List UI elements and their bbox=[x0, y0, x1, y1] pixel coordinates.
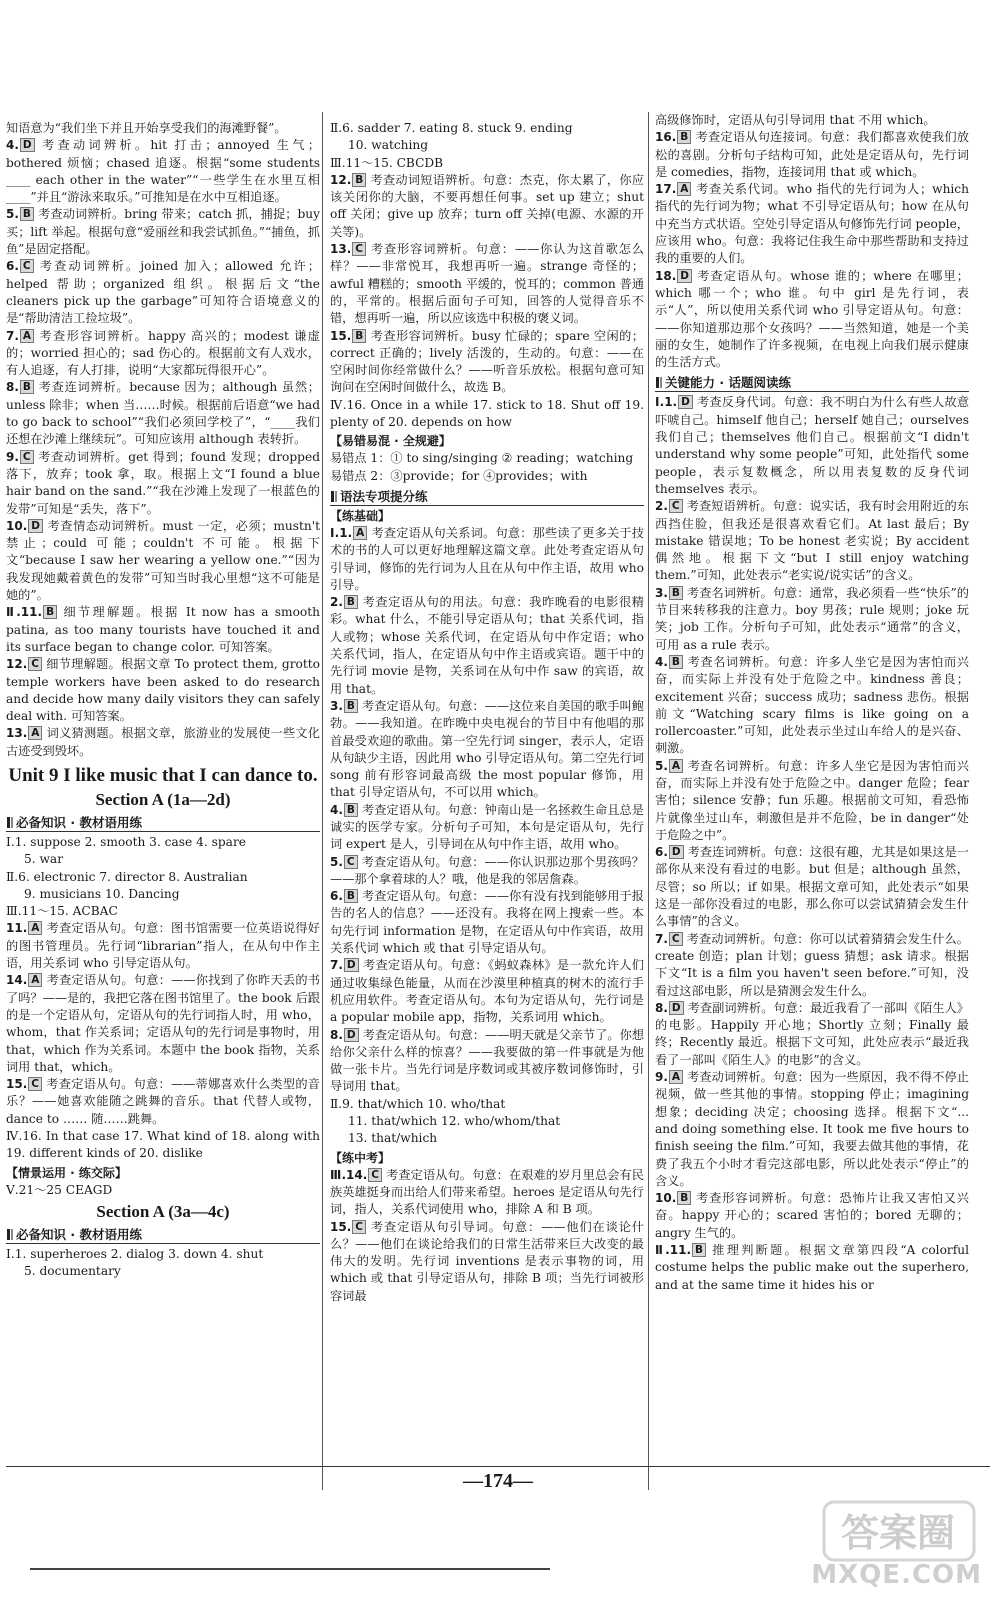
explanation-text: 考查定语从句关系词。句意：那些读了更多关于技术的书的人可以更好地理解这篇文章。此处考查定语从句引导词，修饰的先行词为人且在从句中作主语，故用 who 引导。 bbox=[330, 525, 644, 592]
explanation-text: 考查形容词辨析。busy 忙碌的；spare 空闲的；correct 正确的；lively 活泼的，生动的。句意：——在空闲时间你经常做什么？——听音乐放松。根据句意可知询问在空闲时间做什么，故选 B。 bbox=[330, 328, 644, 395]
bracket-heading: 【练中考】 bbox=[330, 1150, 391, 1165]
answer-item bbox=[330, 172, 644, 241]
question-number: 4. bbox=[6, 138, 19, 153]
footer-rule bbox=[6, 1466, 990, 1467]
question-number: Ⅰ.1. bbox=[330, 525, 353, 540]
question-number: 4. bbox=[655, 654, 668, 669]
answer-item bbox=[330, 328, 644, 397]
answer-item bbox=[330, 1219, 644, 1305]
answer-letter-badge: B bbox=[344, 889, 358, 903]
question-number: 8. bbox=[655, 1000, 668, 1015]
answer-line: Ⅰ.1. suppose 2. smooth 3. case 4. spare bbox=[6, 834, 246, 849]
question-number: 4. bbox=[330, 802, 343, 817]
question-number: 3. bbox=[655, 585, 668, 600]
answer-letter-badge: C bbox=[344, 855, 358, 869]
answer-line: 易错点 1：① to sing/singing ② reading；watching bbox=[330, 451, 634, 466]
answer-line: Ⅱ.6. sadder 7. eating 8. stuck 9. ending bbox=[330, 121, 573, 135]
explanation-text: 考查形容词辨析。句意：——你认为这首歌怎么样？——非常悦耳，我想再听一遍。strange 奇怪的；awful 糟糕的；smooth 平缓的，悦耳的；common 普通的，平常的。根据后面句子可知，回答的人觉得音乐不错，想再听一遍，所以应该选中积极的褒义词。 bbox=[330, 242, 644, 326]
scan-top-edge bbox=[0, 0, 996, 112]
answer-item bbox=[655, 1000, 969, 1069]
answer-letter-badge: C bbox=[669, 932, 683, 946]
explanation-text: 细节理解题。根据文章 To protect them, grotto temple workers have been asked to do research and decide how many daily visitors they can safely deal with. 可知答案。 bbox=[6, 657, 320, 724]
answer-column-1 bbox=[6, 120, 320, 1490]
answer-letter-badge: A bbox=[28, 726, 42, 740]
question-number: 10. bbox=[6, 518, 28, 533]
question-number: 12. bbox=[6, 657, 28, 672]
question-number: Ⅱ.11. bbox=[655, 1243, 691, 1257]
answer-item bbox=[330, 888, 644, 957]
answer-item bbox=[6, 379, 320, 448]
question-number: 5. bbox=[655, 758, 668, 773]
question-number: 5. bbox=[6, 207, 19, 222]
answer-letter-badge: C bbox=[28, 1077, 42, 1091]
answer-line: Ⅰ.1. superheroes 2. dialog 3. down 4. shut bbox=[6, 1246, 264, 1261]
answer-item bbox=[655, 394, 969, 498]
answer-letter-badge: B bbox=[692, 1243, 706, 1257]
answer-letter-badge: D bbox=[344, 1028, 359, 1042]
explanation-text: 考查定语从句。句意：《蚂蚁森林》是一款允许人们通过收集绿色能量，从而在沙漠里种植真的树木的流行手机应用软件。考查定语从句。本句为定语从句，先行词是 a popular mobile app，指物，关系词用 which。 bbox=[330, 958, 644, 1025]
question-number: 9. bbox=[655, 1070, 668, 1085]
answer-item bbox=[330, 957, 644, 1026]
answer-item bbox=[655, 1242, 969, 1294]
answer-line: Ⅳ.16. Once in a while 17. stick to 18. Shut off 19. plenty of 20. depends on how bbox=[330, 397, 644, 430]
explanation-text: 考查动词辨析。get 得到；found 发现；dropped 落下，放弃；took 拿，取。根据上文“I found a blue hair band on the sand.”“我在沙滩上发现了一根蓝色的发带”可知是“丢失，落下”。 bbox=[6, 449, 320, 516]
answer-item bbox=[6, 137, 320, 206]
answer-letter-badge: D bbox=[28, 519, 43, 533]
answer-item bbox=[330, 1027, 644, 1096]
answer-letter-badge: A bbox=[669, 759, 683, 773]
bracket-heading: 【练基础】 bbox=[330, 508, 391, 523]
watermark-top-text: 答案圈 bbox=[840, 1511, 956, 1555]
answer-letter-badge: A bbox=[677, 182, 691, 196]
answer-letter-badge: A bbox=[669, 1070, 683, 1084]
question-number: 6. bbox=[655, 845, 668, 860]
answer-item bbox=[330, 594, 644, 698]
answer-line-indented: 9. musicians 10. Dancing bbox=[24, 886, 180, 901]
answer-letter-badge: B bbox=[43, 605, 57, 619]
answer-item bbox=[655, 498, 969, 584]
explanation-text: 词义猜测题。根据文章，旅游业的发展使一些文化古迹受到毁坏。 bbox=[6, 726, 320, 758]
explanation-text: 考查形容词辨析。句意：恐怖片让我又害怕又兴奋。happy 开心的；scared 害怕的；bored 无聊的；angry 生气的。 bbox=[655, 1191, 969, 1240]
explanation-text: 考查定语从句的用法。句意：我昨晚看的电影很精彩。what 什么，不能引导定语从句；that 关系代词，指人或物；whose 关系代词，在定语从句中作定语；who 关系代词，指人，在定语从句中作主语或宾语。题干中的先行词 movie 是物，关系词在从句中作 saw 的宾语，故用 that。 bbox=[330, 595, 644, 696]
explanation-text: 考查名词辨析。句意：许多人坐它是因为害怕而兴奋，而实际上并没有处于危险之中。danger 危险；fear 害怕；silence 安静；fun 乐趣。根据前文可知，看恐怖片就像坐过山车，刺激但是并不危险，be in danger“处于危险之中”。 bbox=[655, 758, 969, 842]
question-number: 9. bbox=[6, 449, 19, 464]
question-number: 13. bbox=[330, 242, 352, 257]
answer-item bbox=[6, 604, 320, 656]
answer-item bbox=[655, 1069, 969, 1190]
answer-letter-badge: D bbox=[669, 845, 684, 859]
question-number: 17. bbox=[655, 182, 677, 197]
answer-letter-badge: B bbox=[677, 130, 691, 144]
explanation-text: 考查定语从句引导词。句意：——他们在谈论什么？——他们在谈论给我们的日常生活带来巨大改变的最伟大的发明。先行词 inventions 是表示事物的词，用 which 或 that 引导定语从句，排除 B 项；当先行词被形容词最 bbox=[330, 1219, 644, 1303]
question-number: 7. bbox=[330, 958, 343, 973]
answer-line-indented: 5. war bbox=[24, 852, 64, 867]
answer-letter-badge: A bbox=[28, 973, 42, 987]
answer-item bbox=[6, 656, 320, 725]
section-title: Section A (3a—4c) bbox=[96, 1201, 230, 1221]
bracket-heading: 【情景运用 · 练交际】 bbox=[6, 1165, 127, 1180]
question-number: 8. bbox=[330, 1027, 343, 1042]
column-divider-2 bbox=[648, 112, 649, 1490]
answer-item bbox=[655, 844, 969, 930]
answer-line: Ⅴ.21～25 CEAGD bbox=[6, 1182, 113, 1197]
explanation-text: 考查定语从句。句意：在艰难的岁月里总会有民族英雄挺身而出给人们带来希望。heroes 是定语从句先行词，指人，关系代词使用 who，排除 A 和 B 项。 bbox=[330, 1167, 644, 1217]
answer-item bbox=[655, 931, 969, 1000]
answer-line-indented: 10. watching bbox=[348, 138, 429, 153]
answer-letter-badge: B bbox=[344, 595, 358, 609]
unit-title: Unit 9 I like music that I can dance to. bbox=[8, 764, 318, 786]
explanation-text: 考查动词辨析。句意：因为一些原因，我不得不停止视频，做一些其他的事情。stopping 停止；imagining 想象；deciding 决定；choosing 选择。根据下文“... and doing something else. It took me five hours to finish seeing the film.”可知，我要去做其他的事情，花费了我五个小时才看完这部电影，所以此处表示“停止”的含义。 bbox=[655, 1070, 969, 1188]
answer-letter-badge: D bbox=[344, 958, 359, 972]
answer-column-2 bbox=[330, 120, 644, 1490]
explanation-text: 考查定语从句。whose 谁的；where 在哪里；which 哪一个；who 谁。句中 girl 是先行词，表示“人”，所以使用关系代词 who 引导定语从句。句意：——你知道那边那个女孩吗？——当然知道，她是一个美丽的女生，她制作了许多视频，在电视上向我们展示健康的生活方式。 bbox=[655, 268, 969, 370]
answer-letter-badge: B bbox=[344, 803, 358, 817]
answer-letter-badge: B bbox=[20, 207, 34, 221]
answer-line-indented: 11. that/which 12. who/whom/that bbox=[348, 1114, 561, 1129]
explanation-text: 考查情态动词辨析。must 一定，必须；mustn't 禁止；could 可能；couldn't 不可能。根据下文“because I saw her wearing a yellow one.”“因为我发现她戴着黄色的发带”可知当时我心里想“这不可能是她的”。 bbox=[6, 518, 320, 603]
explanation-text: 推理判断题。根据文章第四段“A colorful costume helps the public make out the superhero, and at the same time it hides his or bbox=[655, 1243, 969, 1292]
section-bar-heading: 必备知识 · 教材语用练 bbox=[6, 1226, 320, 1244]
answer-line: Ⅱ.6. electronic 7. director 8. Australian bbox=[6, 869, 248, 884]
explanation-text: 考查名词辨析。句意：许多人坐它是因为害怕而兴奋，而实际上并没有处于危险之中。kindness 善良；excitement 兴奋；success 成功；sadness 悲伤。根据前文“Watching scary films is like going on a rollercoaster.”可知，此处表示坐过山车给人的是兴奋、刺激。 bbox=[655, 654, 969, 756]
answer-letter-badge: C bbox=[20, 450, 34, 464]
question-number: 18. bbox=[655, 268, 677, 283]
answer-item bbox=[6, 258, 320, 327]
answer-line: 高级修饰时，定语从句引导词用 that 不用 which。 bbox=[655, 113, 936, 127]
explanation-text: 考查形容词辨析。happy 高兴的；modest 谦虚的；worried 担心的；sad 伤心的。根据前文有人戏水，有人追逐，有人打排，说明“大家都玩得很开心”。 bbox=[6, 328, 320, 378]
explanation-text: 考查定语从句。句意：——蒂娜喜欢什么类型的音乐？——她喜欢能随之跳舞的音乐。that 代替人或物，dance to …… 随……跳舞。 bbox=[6, 1077, 320, 1126]
question-number: 2. bbox=[330, 595, 343, 610]
question-number: 13. bbox=[6, 726, 28, 741]
answer-line: Ⅱ.9. that/which 10. who/that bbox=[330, 1096, 506, 1111]
answer-letter-badge: B bbox=[669, 655, 683, 669]
explanation-text: 考查连词辨析。句意：这很有趣，尤其是如果这是一部你从来没有看过的电影。but 但是；although 虽然，尽管；so 所以；if 如果。根据文章可知，此处表示“如果这是一部你没看过的电影，那么你可以尝试猜猜会发生什么事情”的含义。 bbox=[655, 845, 969, 929]
question-number: 15. bbox=[330, 328, 352, 343]
question-number: Ⅰ.1. bbox=[655, 395, 678, 410]
question-number: 7. bbox=[655, 931, 668, 946]
page-number: —174— bbox=[463, 1470, 533, 1492]
question-number: 6. bbox=[330, 889, 343, 904]
question-number: 10. bbox=[655, 1191, 677, 1206]
question-number: 7. bbox=[6, 328, 19, 343]
section-bar-heading: 语法专项提分练 bbox=[330, 488, 644, 506]
explanation-text: 考查关系代词。who 指代的先行词为人；which 指代的先行词为物；what 不引导定语从句；how 在从句中充当方式状语。空处引导定语从句修饰先行词 people，应该用 who。句意：我将记住我生命中那些帮助和支持过我的重要的人们。 bbox=[655, 182, 969, 266]
answer-line-indented: 5. documentary bbox=[24, 1264, 121, 1279]
answer-letter-badge: D bbox=[669, 1001, 684, 1015]
bracket-heading: 【易错易混 · 全规避】 bbox=[330, 434, 451, 449]
answer-item bbox=[655, 758, 969, 844]
explanation-text: 考查动词辨析。句意：你可以试着猜猜会发生什么。create 创造；plan 计划；guess 猜想；ask 请求。根据下文“It is a film you haven't seen before.”可知，没看过这部电影，所以是猜测会发生什么。 bbox=[655, 931, 969, 998]
explanation-text: 考查定语从句。句意：图书馆需要一位英语说得好的图书管理员。先行词“librarian”指人，在从句中作主语，用关系词 who 引导定语从句。 bbox=[6, 921, 320, 971]
answer-item bbox=[330, 241, 644, 327]
question-number: 5. bbox=[330, 854, 343, 869]
explanation-text: 考查动词辨析。joined 加入；allowed 允许；helped 帮助；organized 组织。根据后文“the cleaners pick up the garbage”可知符合语境意义的是“帮助清洁工捡垃圾”。 bbox=[6, 259, 320, 326]
explanation-text: 考查名词辨析。句意：通常，我必须看一些“快乐”的节目来转移我的注意力。boy 男孩；rule 规则；joke 玩笑；job 工作。分析句子可知，此处表示“通常”的含义，可用 as a rule 表示。 bbox=[655, 585, 969, 652]
answer-item bbox=[655, 181, 969, 267]
explanation-text: 考查连词辨析。because 因为；although 虽然；unless 除非；when 当……时候。根据前后语意“we had to go back to school”“我们必须回学校了”，“____我们还想在沙滩上继续玩”。可知应该用 although 表转折。 bbox=[6, 380, 320, 447]
answer-letter-badge: B bbox=[677, 1191, 691, 1205]
answer-item bbox=[330, 1167, 644, 1219]
question-number: 15. bbox=[6, 1077, 28, 1092]
answer-item bbox=[6, 328, 320, 380]
answer-letter-badge: C bbox=[368, 1168, 382, 1182]
answer-letter-badge: D bbox=[20, 138, 35, 152]
explanation-text: 考查定语从句连接词。句意：我们都喜欢使我们放松的喜剧。分析句子结构可知，此处是定语从句，先行词是 comedies，指物，连接词用 that 或 which。 bbox=[655, 130, 969, 179]
explanation-text: 考查动词辨析。hit 打击；annoyed 生气；bothered 烦恼；chased 追逐。根据“some students ____ each other in the water”“一些学生在水里互相 ____”并且“游泳来取乐。”可推知是在水中互相追逐。 bbox=[6, 138, 320, 205]
answer-item bbox=[330, 698, 644, 802]
explanation-text: 考查定语从句。句意：钟南山是一名拯救生命且总是诚实的医学专家。分析句子可知，本句是定语从句，先行词 expert 是人，引导词在从句中作主语，故用 who。 bbox=[330, 802, 644, 852]
answer-item bbox=[330, 854, 644, 889]
explanation-text: 考查定语从句。句意：——你有没有找到能够用于报告的名人的信息？——还没有。我将在网上搜索一些。本句先行词 information 是物，在定语从句中作宾语，故用关系代词 which 或 that 引导定语从句。 bbox=[330, 889, 644, 956]
answer-line: Ⅲ.11～15. CBCDB bbox=[330, 155, 444, 170]
column-divider-1 bbox=[322, 112, 323, 1490]
answer-letter-badge: A bbox=[28, 921, 42, 935]
explanation-text: 考查副词辨析。句意：最近我看了一部叫《陌生人》的电影。Happily 开心地；Shortly 立刻；Finally 最终；Recently 最近。根据下文可知，此处应表示“最近我看了一部叫《陌生人》的电影”的含义。 bbox=[655, 1000, 969, 1067]
explanation-text: 考查定语从句。句意：——这位来自美国的歌手叫鲍勃。——我知道。在昨晚中央电视台的节目中有他唱的那首最受欢迎的歌曲。第一空先行词 singer，表示人，定语从句缺少主语，因此用 who 引导定语从句。第二空先行词 song 前有形容词最高级 the most popular 修饰，用 that 引导定语从句，不可以用 which。 bbox=[330, 698, 644, 800]
question-number: 11. bbox=[6, 921, 28, 936]
answer-line: Ⅳ.16. In that case 17. What kind of 18. along with 19. different kinds of 20. dislike bbox=[6, 1129, 320, 1161]
answer-item bbox=[6, 206, 320, 258]
question-number: 2. bbox=[655, 499, 668, 514]
answer-item bbox=[655, 268, 969, 372]
explanation-text: 考查定语从句。句意：——你找到了你昨天丢的书了吗？——是的，我把它落在图书馆里了。the book 后跟的是一个定语从句，定语从句的先行词指人时，用 who，whom，that 作关系词；定语从句的先行词是事物时，用 that，which 作为关系词。本题中 the book 指物，关系词用 that，which。 bbox=[6, 973, 320, 1074]
watermark-site-text: MXQE.COM bbox=[811, 1560, 982, 1590]
answer-letter-badge: B bbox=[669, 586, 683, 600]
answer-item bbox=[6, 449, 320, 518]
answer-letter-badge: C bbox=[28, 657, 42, 671]
answer-line: Ⅲ.11～15. ACBAC bbox=[6, 904, 118, 919]
question-number: Ⅱ.11. bbox=[6, 605, 43, 620]
question-number: 16. bbox=[655, 130, 677, 145]
explanation-text: 考查定语从句。句意：——你认识那边那个男孩吗？——那个拿着球的人？哦，他是我的邻居詹森。 bbox=[330, 854, 644, 886]
answer-item bbox=[655, 129, 969, 181]
question-number: 15. bbox=[330, 1219, 352, 1234]
question-number: Ⅲ.14. bbox=[330, 1167, 368, 1182]
answer-letter-badge: B bbox=[344, 699, 358, 713]
question-number: 14. bbox=[6, 973, 28, 988]
answer-column-3 bbox=[655, 112, 969, 1490]
section-bar-heading: 关键能力 · 话题阅读练 bbox=[655, 374, 969, 392]
explanation-text: 考查动词短语辨析。句意：杰克，你太累了，你应该关闭你的大脑，不要再想任何事。set up 建立；shut off 关闭；give up 放弃；turn off 关掉(电源、水源的开关等)。 bbox=[330, 172, 644, 239]
explanation-text: 细节理解题。根据 It now has a smooth patina, as too many tourists have touched it and its surface began to change color. 可知答案。 bbox=[6, 605, 320, 654]
answer-item bbox=[655, 654, 969, 758]
bottom-rule bbox=[30, 1568, 550, 1570]
answer-letter-badge: D bbox=[678, 395, 693, 409]
explanation-text: 考查定语从句。句意：——明天就是父亲节了。你想给你父亲什么样的惊喜？——我要做的第一件事就是为他做一张卡片。当先行词是序数词或其被序数词修饰时，引导词用 that。 bbox=[330, 1027, 644, 1094]
answer-letter-badge: C bbox=[669, 499, 683, 513]
answer-item bbox=[330, 525, 644, 594]
section-bar-heading: 必备知识 · 教材语用练 bbox=[6, 814, 320, 832]
answer-letter-badge: B bbox=[352, 329, 366, 343]
explanation-text: 考查短语辨析。句意：说实话，我有时会用附近的东西挡住脸，但我还是很喜欢看它们。At last 最后；By mistake 错误地；To be honest 老实说；By accident 偶然地。根据下文“but I still enjoy watching them.”可知，此处表示“老实说/说实话”的含义。 bbox=[655, 499, 969, 583]
answer-letter-badge: C bbox=[352, 1220, 366, 1234]
answer-letter-badge: B bbox=[20, 380, 34, 394]
section-title: Section A (1a—2d) bbox=[95, 789, 231, 809]
question-number: 12. bbox=[330, 172, 352, 187]
question-number: 6. bbox=[6, 259, 19, 274]
question-number: 3. bbox=[330, 698, 343, 713]
question-number: 8. bbox=[6, 380, 19, 395]
answer-line-indented: 13. that/which bbox=[348, 1131, 438, 1146]
answer-item bbox=[655, 585, 969, 654]
answer-item bbox=[6, 518, 320, 604]
answer-letter-badge: A bbox=[353, 526, 367, 540]
answer-item bbox=[655, 1190, 969, 1242]
answer-letter-badge: C bbox=[352, 242, 366, 256]
answer-letter-badge: D bbox=[677, 269, 692, 283]
answer-letter-badge: A bbox=[20, 329, 34, 343]
answer-item bbox=[6, 725, 320, 760]
answer-item bbox=[6, 920, 320, 972]
answer-letter-badge: C bbox=[20, 259, 34, 273]
explanation-text: 考查反身代词。句意：我不明白为什么有些人故意吓唬自己。himself 他自己；herself 她自己；ourselves 我们自己；themselves 他们自己。根据前文“I didn't understand why some people”可知，此处指代 some people，表示复数概念，所以用表复数的反身代词 themselves 表示。 bbox=[655, 395, 969, 496]
answer-line: 易错点 2：③provide；for ④provides；with bbox=[330, 468, 588, 483]
answer-item bbox=[6, 1076, 320, 1128]
answer-item bbox=[6, 972, 320, 1076]
answer-item bbox=[330, 802, 644, 854]
explanation-text: 考查动词辨析。bring 带来；catch 抓，捕捉；buy 买；lift 举起。根据句意“爱丽丝和我尝试抓鱼。”“捕鱼，抓鱼”是固定搭配。 bbox=[6, 207, 320, 257]
answer-line: 知语意为“我们坐下并且开始享受我们的海滩野餐”。 bbox=[6, 121, 287, 135]
answer-letter-badge: B bbox=[352, 173, 366, 187]
